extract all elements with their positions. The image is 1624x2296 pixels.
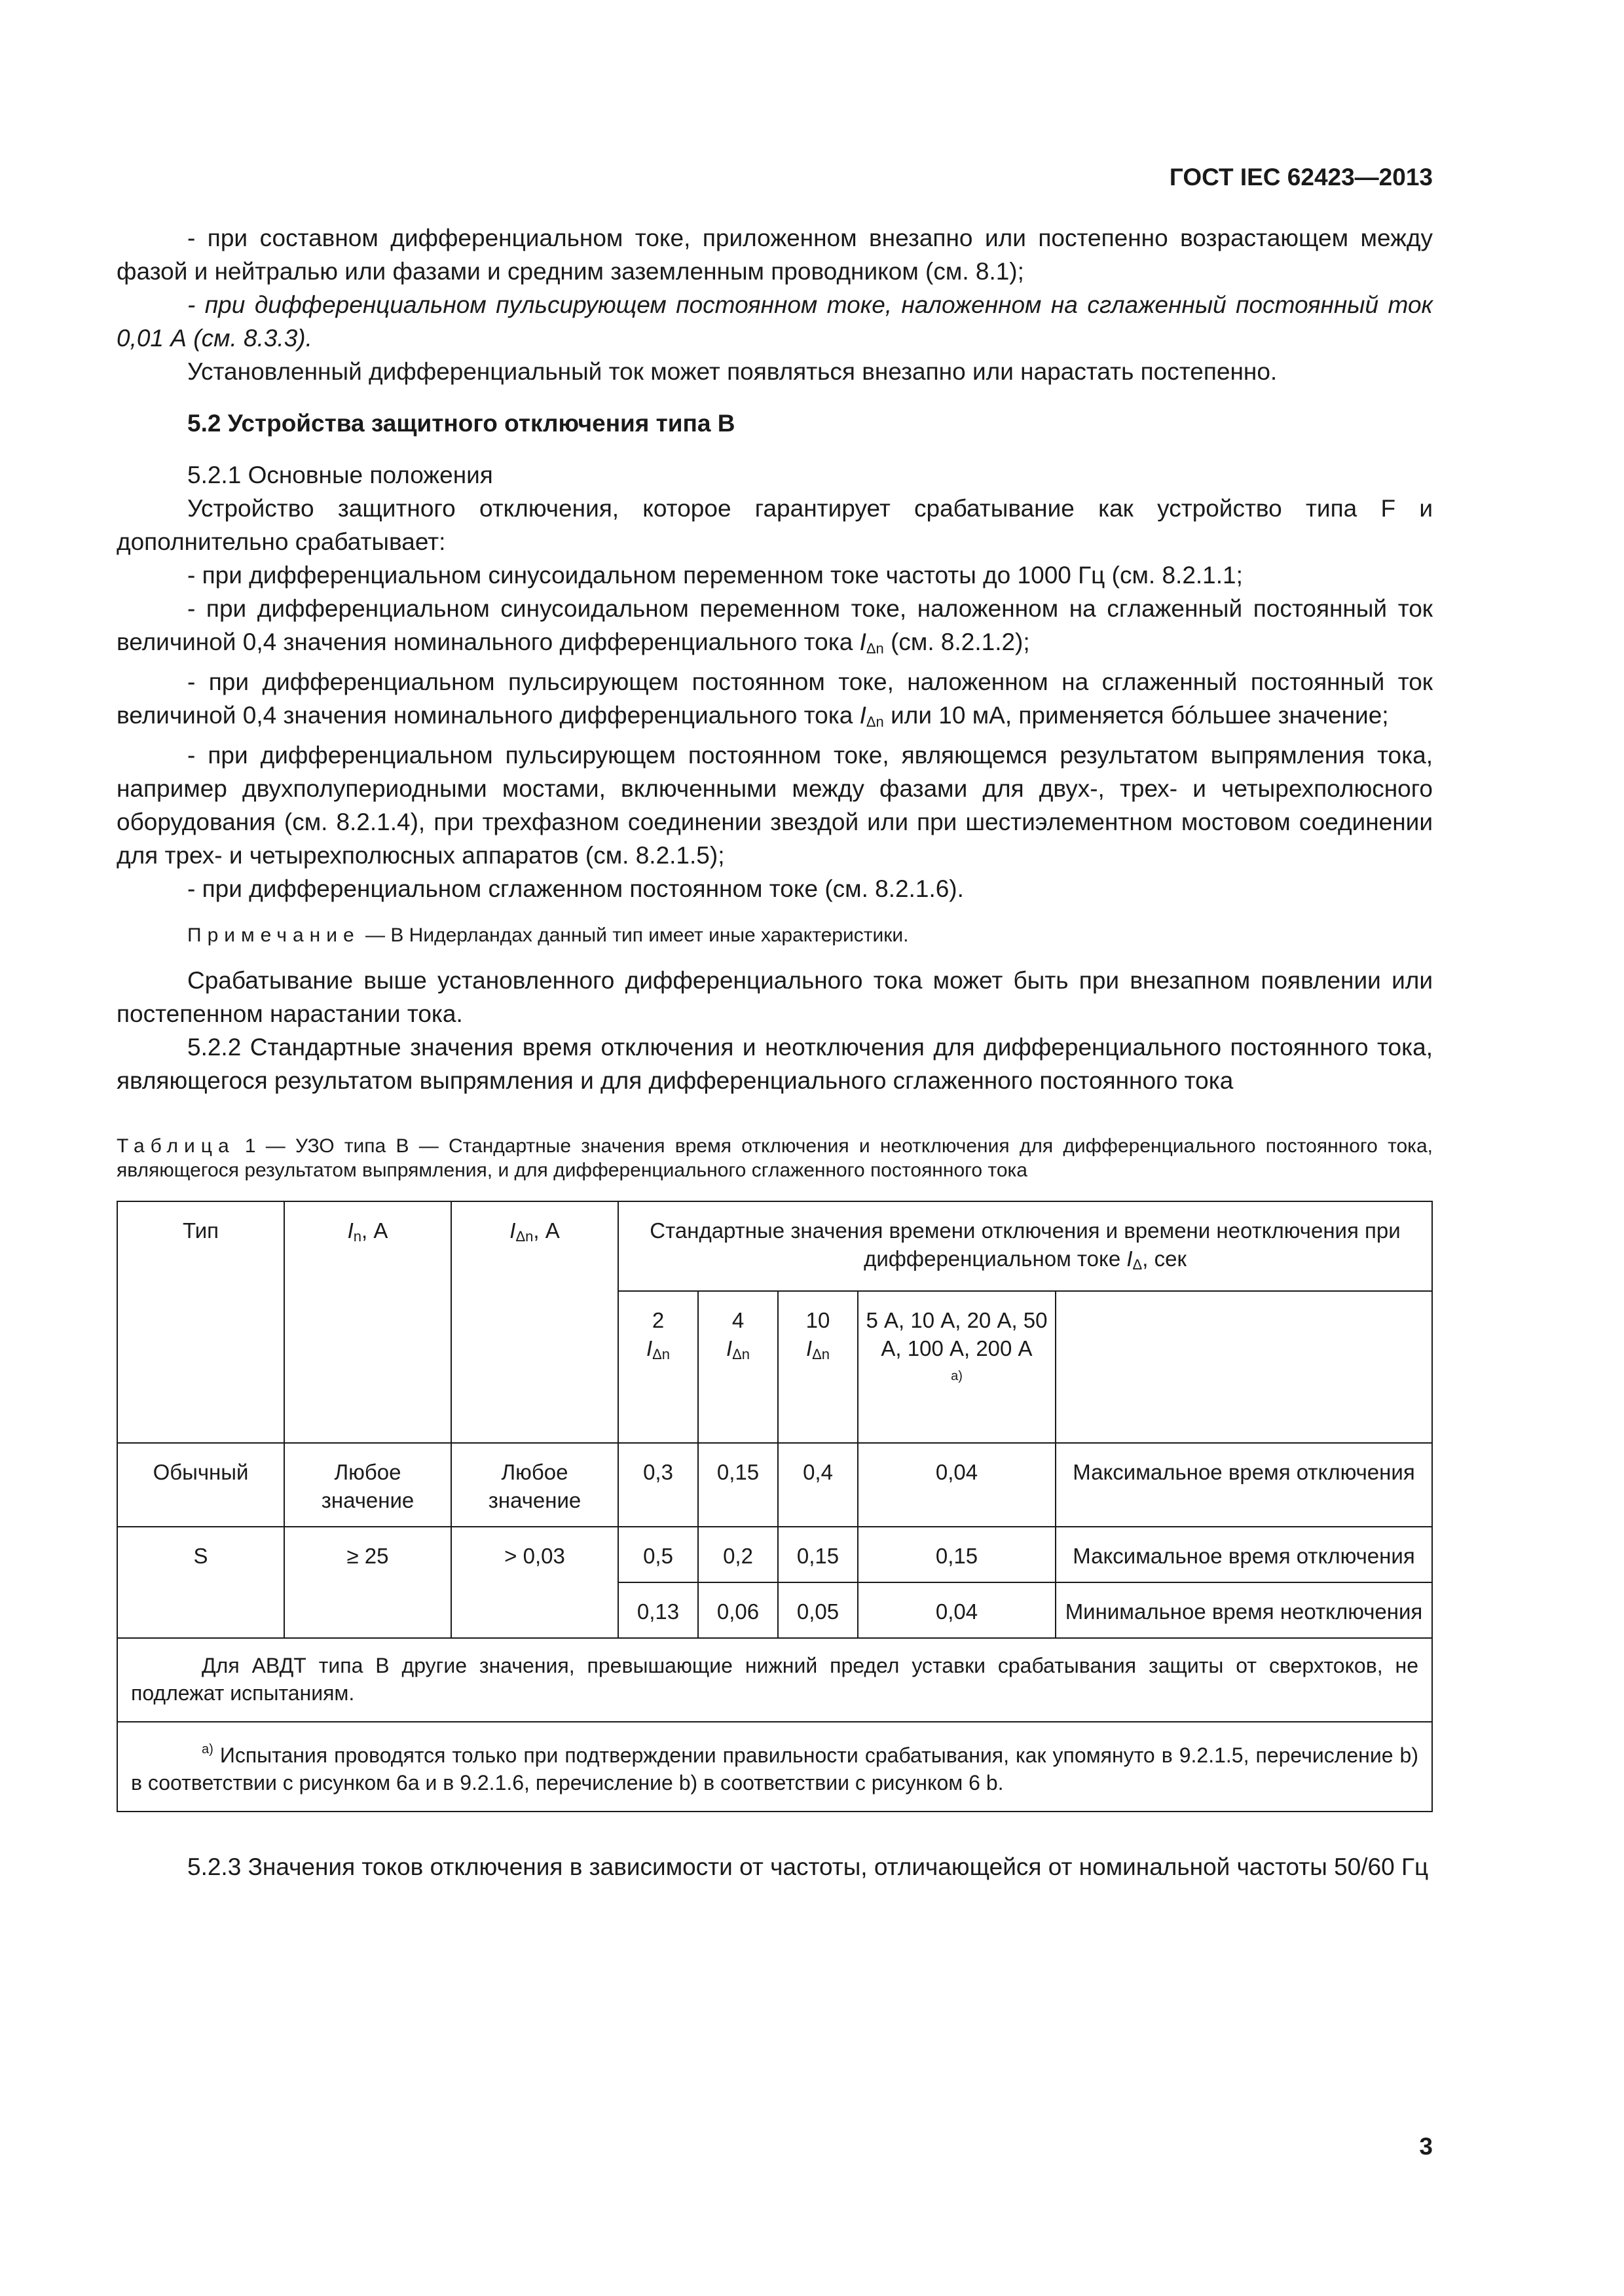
- footnote-text: Испытания проводятся только при подтверждении правильности срабатывания, как упомянуто в 9.2.1.5, перечисление b) в соответствии с рисунком 6а и в 9.2.1.6, перечисление b) в соответствии с рисунком 6 b.: [131, 1743, 1418, 1795]
- footnote-mark: а): [202, 1742, 213, 1757]
- paragraph: Срабатывание выше установленного дифференциального тока может быть при внезапном появлении или постепенном нарастании тока.: [117, 967, 1433, 1027]
- paragraph: Устройство защитного отключения, которое гарантирует срабатывание как устройство типа F и дополнительно срабатывает:: [117, 495, 1433, 555]
- cell-vc: 0,15: [858, 1527, 1056, 1582]
- cell-desc: Максимальное время отключения: [1056, 1443, 1432, 1527]
- paragraph-italic: - при дифференциальном пульсирующем постоянном токе, наложенном на сглаженный постоянный ток 0,01 А (см. 8.3.3).: [117, 291, 1433, 352]
- list-item: - при дифференциальном сглаженном постоянном токе (см. 8.2.1.6).: [187, 875, 964, 902]
- document-header: ГОСТ IEC 62423—2013: [1169, 164, 1433, 191]
- cell-v2: 0,5: [618, 1527, 698, 1582]
- list-item: [117, 592, 1433, 665]
- current-subscript: Δn: [866, 714, 884, 730]
- table-caption-text: 1 — УЗО типа В — Стандартные значения время отключения и неотключения для дифференциального постоянного тока, являющегося результатом выпрямления, и для дифференциального сглаженного постоянного тока: [117, 1135, 1433, 1181]
- paragraph: - при составном дифференциальном токе, приложенном внезапно или постепенно возрастающем между фазой и нейтралью или фазами и средним заземленным проводником (см. 8.1);: [117, 225, 1433, 285]
- list-item-text: или 10 мА, применяется бóльшее значение;: [883, 702, 1389, 729]
- section-heading: 5.2 Устройства защитного отключения типа В: [187, 410, 735, 437]
- cell-desc: Максимальное время отключения: [1056, 1527, 1432, 1582]
- table-note-row: [117, 1638, 1432, 1722]
- cell-idn: Любое значение: [451, 1443, 618, 1527]
- table-caption: [117, 1134, 1433, 1182]
- cell-v10: 0,05: [778, 1582, 858, 1638]
- header-idn: $I_{\Delta n}$, А: [451, 1201, 618, 1443]
- page-number: 3: [1419, 2133, 1433, 2160]
- header-type: Тип: [117, 1201, 284, 1443]
- cell-v4: 0,2: [698, 1527, 778, 1582]
- subheader-2idn: 2 $I_{\Delta n}$: [618, 1291, 698, 1443]
- table-header-row: [117, 1201, 1432, 1291]
- subheader-empty: [1056, 1291, 1432, 1443]
- cell-v10: 0,15: [778, 1527, 858, 1582]
- note: [117, 919, 1433, 952]
- note-label: Примечание: [187, 924, 360, 946]
- subsection-heading: 5.2.3 Значения токов отключения в зависимости от частоты, отличающейся от номинальной частоты 50/60 Гц: [187, 1853, 1429, 1880]
- cell-v10: 0,4: [778, 1443, 858, 1527]
- current-symbol: I: [859, 629, 866, 655]
- table-row: [117, 1443, 1432, 1527]
- subheader-10idn: 10 $I_{\Delta n}$: [778, 1291, 858, 1443]
- subsection-heading: 5.2.1 Основные положения: [187, 462, 493, 488]
- list-item: - при дифференциальном пульсирующем постоянном токе, являющемся результатом выпрямления тока, например двухполупериодными мостами, включенными между фазами для двух-, трех- и четырехполюсного оборудования (см. 8.2.1.4), при трехфазном соединении звездой или при шестиэлементном мостовом соединении для трех- и четырехполюсных аппаратов (см. 8.2.1.5);: [117, 742, 1433, 869]
- table-note: Для АВДТ типа В другие значения, превышающие нижний предел уставки срабатывания защиты от сверхтоков, не подлежат испытаниям.: [117, 1638, 1432, 1722]
- cell-idn: > 0,03: [451, 1527, 618, 1638]
- cell-type: Обычный: [117, 1443, 284, 1527]
- cell-desc: Минимальное время неотключения: [1056, 1582, 1432, 1638]
- list-item: [117, 665, 1433, 738]
- table-footnote-row: [117, 1722, 1432, 1812]
- subheader-4idn: 4 $I_{\Delta n}$: [698, 1291, 778, 1443]
- header-in: $I_n$, А: [284, 1201, 451, 1443]
- note-text: — В Нидерландах данный тип имеет иные характеристики.: [360, 924, 909, 946]
- list-item-text: - при дифференциальном синусоидальном переменном токе, наложенном на сглаженный постоянный ток величиной 0,4 значения номинального дифференциального тока: [117, 595, 1433, 655]
- table-footnote: [117, 1722, 1432, 1812]
- cell-v2: 0,13: [618, 1582, 698, 1638]
- table-caption-label: Таблица: [117, 1135, 235, 1157]
- cell-v4: 0,06: [698, 1582, 778, 1638]
- paragraph: Установленный дифференциальный ток может появляться внезапно или нарастать постепенно.: [187, 358, 1278, 385]
- table-row: [117, 1527, 1432, 1582]
- subheader-currents: 5 А, 10 А, 20 А, 50 А, 100 А, 200 А а): [858, 1291, 1056, 1443]
- current-symbol: I: [859, 702, 866, 729]
- list-item-text: (см. 8.2.1.2);: [883, 629, 1030, 655]
- list-item-text: - при дифференциальном пульсирующем постоянном токе, наложенном на сглаженный постоянный ток величиной 0,4 значения номинального дифференциального тока: [117, 668, 1433, 729]
- current-subscript: Δn: [866, 640, 884, 657]
- subsection-heading: 5.2.2 Стандартные значения время отключения и неотключения для дифференциального постоянного тока, являющегося результатом выпрямления и для дифференциального сглаженного постоянного тока: [117, 1034, 1433, 1094]
- cell-vc: 0,04: [858, 1443, 1056, 1527]
- header-trip-times: Стандартные значения времени отключения и времени неотключения при дифференциальном токе $I_\Delta$, сек: [618, 1201, 1432, 1291]
- cell-v4: 0,15: [698, 1443, 778, 1527]
- page-body: [117, 221, 1433, 1884]
- cell-in: Любое значение: [284, 1443, 451, 1527]
- trip-time-table: [117, 1201, 1433, 1812]
- cell-type: S: [117, 1527, 284, 1638]
- list-item: - при дифференциальном синусоидальном переменном токе частоты до 1000 Гц (см. 8.2.1.1;: [187, 562, 1243, 589]
- cell-in: ≥ 25: [284, 1527, 451, 1638]
- cell-vc: 0,04: [858, 1582, 1056, 1638]
- cell-v2: 0,3: [618, 1443, 698, 1527]
- footnote-mark: а): [951, 1369, 963, 1383]
